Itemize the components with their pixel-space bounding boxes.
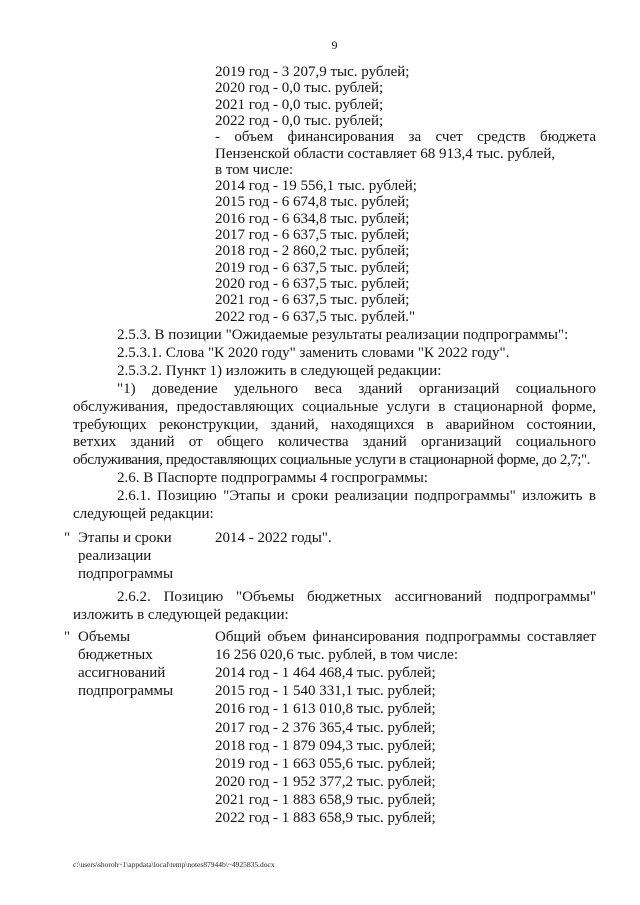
passport-value-line: 2018 год - 1 879 094,3 тыс. рублей;	[215, 737, 436, 754]
page-number: 9	[331, 38, 338, 52]
top-block-line: 2020 год - 0,0 тыс. рублей;	[215, 80, 384, 97]
paragraph-line: требующих реконструкции, зданий, находящихся в аварийном состоянии,	[73, 416, 596, 433]
passport-value-line: 2017 год - 2 376 365,4 тыс. рублей;	[215, 719, 436, 736]
passport-value-line: 2021 год - 1 883 658,9 тыс. рублей;	[215, 791, 436, 808]
top-block-line: 2019 год - 6 637,5 тыс. рублей;	[215, 259, 410, 276]
paragraph-line: "1) доведение удельного веса зданий организаций социального	[117, 380, 596, 397]
top-block-line: 2014 год - 19 556,1 тыс. рублей;	[215, 178, 417, 195]
paragraph-line: 2.6.2. Позицию "Объемы бюджетных ассигнований подпрограммы"	[117, 589, 596, 605]
passport-label-line: подпрограммы	[78, 566, 174, 582]
paragraph-line: 2.6. В Паспорте подпрограммы 4 госпрограммы:	[117, 470, 428, 487]
passport-value-line: 2019 год - 1 663 055,6 тыс. рублей;	[215, 755, 436, 772]
top-block-line: - объем финансирования за счет средств бюджета	[215, 129, 596, 146]
top-block-line: 2022 год - 0,0 тыс. рублей;	[215, 112, 384, 129]
paragraph-line: 2.5.3. В позиции "Ожидаемые результаты реализации подпрограммы":	[117, 327, 569, 343]
top-block-line: 2015 год - 6 674,8 тыс. рублей;	[215, 194, 410, 211]
passport-value-line: 2014 год - 1 464 468,4 тыс. рублей;	[215, 665, 436, 682]
top-block-line: 2021 год - 6 637,5 тыс. рублей;	[215, 292, 410, 309]
paragraph-line: ветхих зданий от общего количества зданий организаций социального	[73, 434, 596, 451]
passport-value-line: 16 256 020,6 тыс. рублей, в том числе:	[215, 647, 459, 664]
passport-label-line: подпрограммы	[78, 683, 174, 700]
passport-value-line: 2022 год - 1 883 658,9 тыс. рублей;	[215, 810, 436, 826]
top-block-line: 2018 год - 2 860,2 тыс. рублей;	[215, 243, 410, 260]
paragraph-line: 2.6.1. Позицию "Этапы и сроки реализации подпрограммы" изложить в	[117, 488, 596, 505]
paragraph-line: 2.5.3.1. Слова "К 2020 году" заменить словами "К 2022 году".	[117, 344, 510, 361]
passport-value-line: 2015 год - 1 540 331,1 тыс. рублей;	[215, 683, 436, 700]
top-block-line: 2020 год - 6 637,5 тыс. рублей;	[215, 275, 410, 292]
top-block-line: 2021 год - 0,0 тыс. рублей;	[215, 96, 384, 113]
top-block-line: 2022 год - 6 637,5 тыс. рублей."	[215, 308, 416, 325]
paragraph-line: обслуживания, предоставляющих социальные услуги в стационарной форме, до 2,7;".	[73, 452, 590, 469]
top-block-line: 2017 год - 6 637,5 тыс. рублей;	[215, 227, 410, 243]
passport-value-line: 2016 год - 1 613 010,8 тыс. рублей;	[215, 701, 436, 718]
top-block-line: 2019 год - 3 207,9 тыс. рублей;	[215, 64, 410, 80]
passport-label-line: бюджетных	[78, 647, 153, 664]
top-block-line: в том числе:	[215, 161, 294, 178]
passport-value-line: 2020 год - 1 952 377,2 тыс. рублей;	[215, 773, 436, 790]
passport-label-line: реализации	[78, 548, 152, 564]
passport-label-line: Объемы	[78, 629, 131, 645]
passport-value-line: 2014 - 2022 годы".	[215, 530, 332, 546]
footer-file-path: c:\users\shoroh~1\appdata\local\temp\notes87944b\~4925835.docx	[73, 860, 275, 869]
open-quote-mark: "	[64, 530, 71, 546]
paragraph-line: изложить в следующей редакции:	[73, 607, 289, 623]
top-block-line: Пензенской области составляет 68 913,4 тыс. рублей,	[215, 145, 556, 162]
paragraph-line: 2.5.3.2. Пункт 1) изложить в следующей редакции:	[117, 362, 442, 379]
passport-value-line: Общий объем финансирования подпрограммы составляет	[215, 629, 596, 645]
passport-label-line: ассигнований	[78, 665, 166, 682]
passport-label-line: Этапы и сроки	[78, 530, 172, 546]
paragraph-line: следующей редакции:	[73, 506, 214, 522]
paragraph-line: обслуживания, предоставляющих социальные услуги в стационарной форме,	[73, 398, 596, 415]
top-block-line: 2016 год - 6 634,8 тыс. рублей;	[215, 210, 410, 227]
open-quote-mark: "	[64, 629, 71, 645]
